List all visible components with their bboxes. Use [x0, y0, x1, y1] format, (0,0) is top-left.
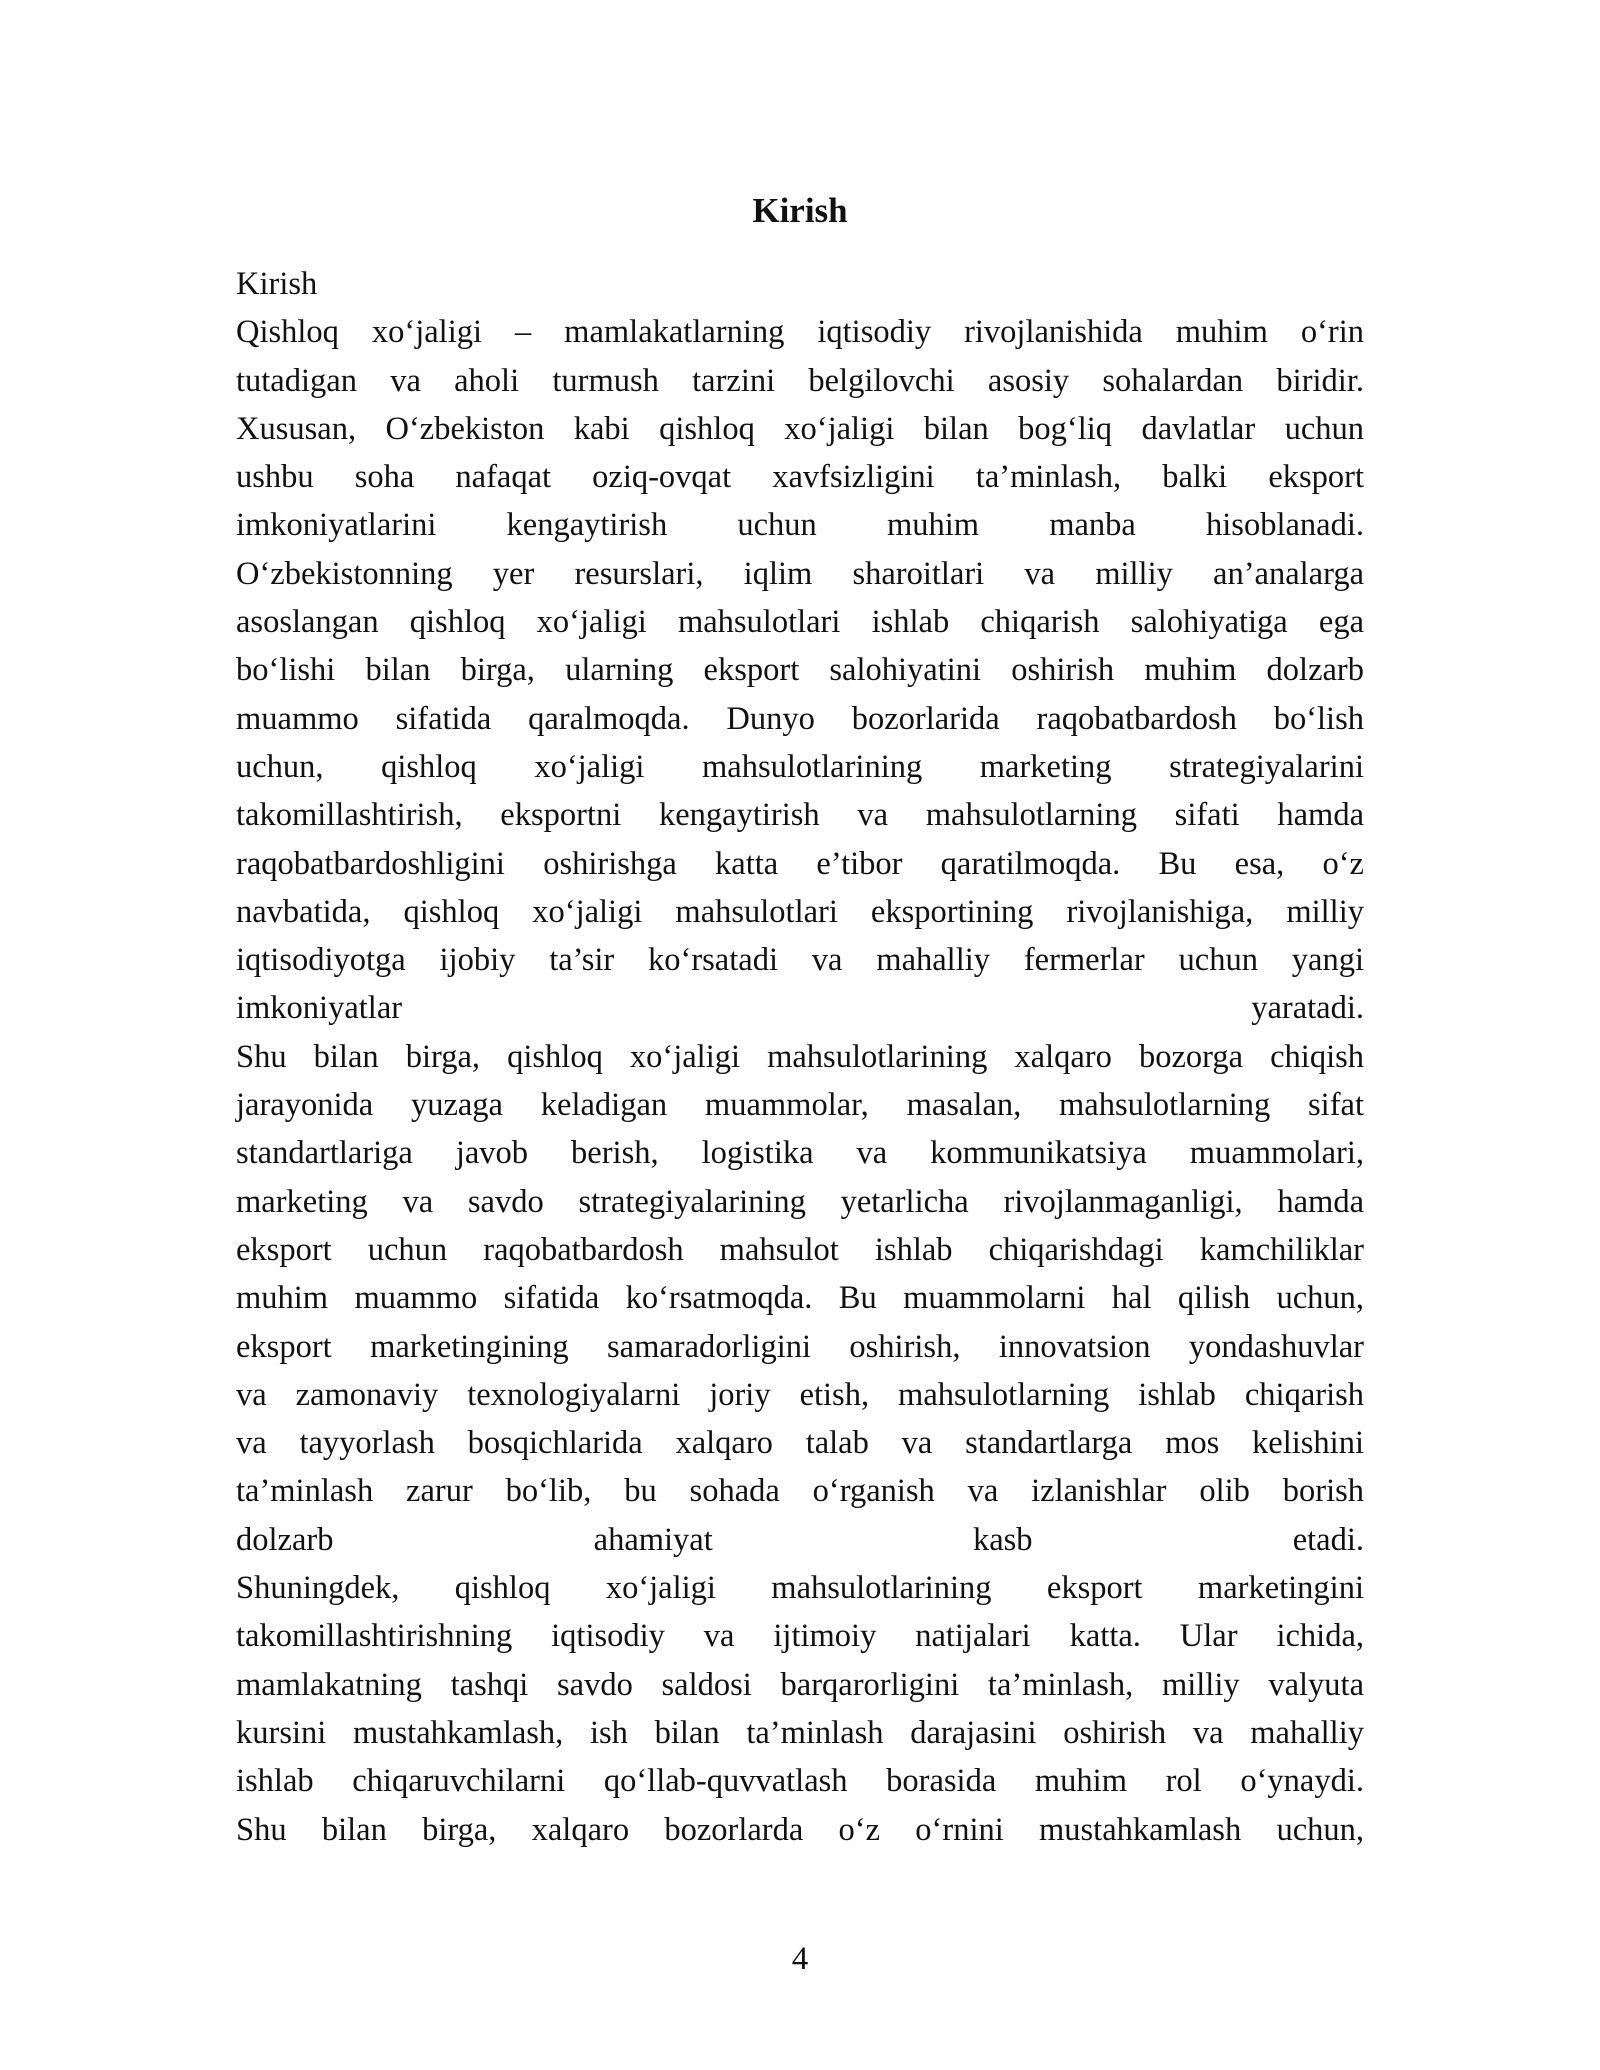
text-line: raqobatbardoshligini oshirishga katta e’tibor qaratilmoqda. Bu esa, o‘z — [236, 845, 1364, 882]
text-line: va tayyorlash bosqichlarida xalqaro talab va standartlarga mos kelishini — [236, 1425, 1364, 1462]
text-line: Shuningdek, qishloq xo‘jaligi mahsulotlarining eksport marketingini — [236, 1570, 1364, 1607]
text-line: standartlariga javob berish, logistika va kommunikatsiya muammolari, — [236, 1135, 1364, 1172]
text-line: ishlab chiqaruvchilarni qo‘llab-quvvatlash borasida muhim rol o‘ynaydi. — [236, 1763, 1364, 1800]
page-number: 4 — [791, 1941, 809, 1977]
text-line: Shu bilan birga, qishloq xo‘jaligi mahsulotlarining xalqaro bozorga chiqish — [236, 1038, 1364, 1075]
text-line: ushbu soha nafaqat oziq-ovqat xavfsizligini ta’minlash, balki eksport — [236, 459, 1364, 496]
text-line: Xususan, O‘zbekiston kabi qishloq xo‘jaligi bilan bog‘liq davlatlar uchun — [236, 410, 1364, 447]
text-line: imkoniyatlarini kengaytirish uchun muhim manba hisoblanadi. — [236, 507, 1364, 544]
text-line: tutadigan va aholi turmush tarzini belgilovchi asosiy sohalardan biridir. — [236, 362, 1364, 399]
text-line: muhim muammo sifatida ko‘rsatmoqda. Bu muammolarni hal qilish uchun, — [236, 1280, 1364, 1317]
text-line: uchun, qishloq xo‘jaligi mahsulotlarining marketing strategiyalarini — [236, 748, 1364, 785]
text-line: Qishloq xo‘jaligi – mamlakatlarning iqtisodiy rivojlanishida muhim o‘rin — [236, 314, 1364, 351]
text-line: O‘zbekistonning yer resurslari, iqlim sharoitlari va milliy an’analarga — [236, 555, 1364, 592]
text-line: muammo sifatida qaralmoqda. Dunyo bozorlarida raqobatbardosh bo‘lish — [236, 700, 1364, 737]
section-heading: Kirish — [752, 191, 848, 230]
text-line: bo‘lishi bilan birga, ularning eksport salohiyatini oshirish muhim dolzarb — [236, 652, 1364, 689]
text-line: navbatida, qishloq xo‘jaligi mahsulotlari eksportining rivojlanishiga, milliy — [236, 893, 1364, 930]
text-line: asoslangan qishloq xo‘jaligi mahsulotlari ishlab chiqarish salohiyatiga ega — [236, 604, 1364, 641]
text-line: Shu bilan birga, xalqaro bozorlarda o‘z o‘rnini mustahkamlash uchun, — [236, 1811, 1364, 1848]
text-line: imkoniyatlar yaratadi. — [236, 990, 1364, 1027]
text-line: ta’minlash zarur bo‘lib, bu sohada o‘rganish va izlanishlar olib borish — [236, 1473, 1364, 1510]
text-line: jarayonida yuzaga keladigan muammolar, masalan, mahsulotlarning sifat — [236, 1087, 1364, 1124]
text-line: takomillashtirishning iqtisodiy va ijtimoiy natijalari katta. Ular ichida, — [236, 1618, 1364, 1655]
text-line: eksport uchun raqobatbardosh mahsulot ishlab chiqarishdagi kamchiliklar — [236, 1231, 1364, 1268]
body-text — [236, 260, 1364, 1854]
text-line: mamlakatning tashqi savdo saldosi barqarorligini ta’minlash, milliy valyuta — [236, 1666, 1364, 1703]
text-line-subheading: Kirish — [236, 266, 318, 302]
text-line: iqtisodiyotga ijobiy ta’sir ko‘rsatadi va mahalliy fermerlar uchun yangi — [236, 942, 1364, 979]
text-line: kursini mustahkamlash, ish bilan ta’minlash darajasini oshirish va mahalliy — [236, 1714, 1364, 1751]
text-line: takomillashtirish, eksportni kengaytirish va mahsulotlarning sifati hamda — [236, 797, 1364, 834]
text-line: dolzarb ahamiyat kasb etadi. — [236, 1521, 1364, 1558]
text-line: eksport marketingining samaradorligini oshirish, innovatsion yondashuvlar — [236, 1328, 1364, 1365]
text-line: marketing va savdo strategiyalarining yetarlicha rivojlanmaganligi, hamda — [236, 1183, 1364, 1220]
text-line: va zamonaviy texnologiyalarni joriy etish, mahsulotlarning ishlab chiqarish — [236, 1376, 1364, 1413]
